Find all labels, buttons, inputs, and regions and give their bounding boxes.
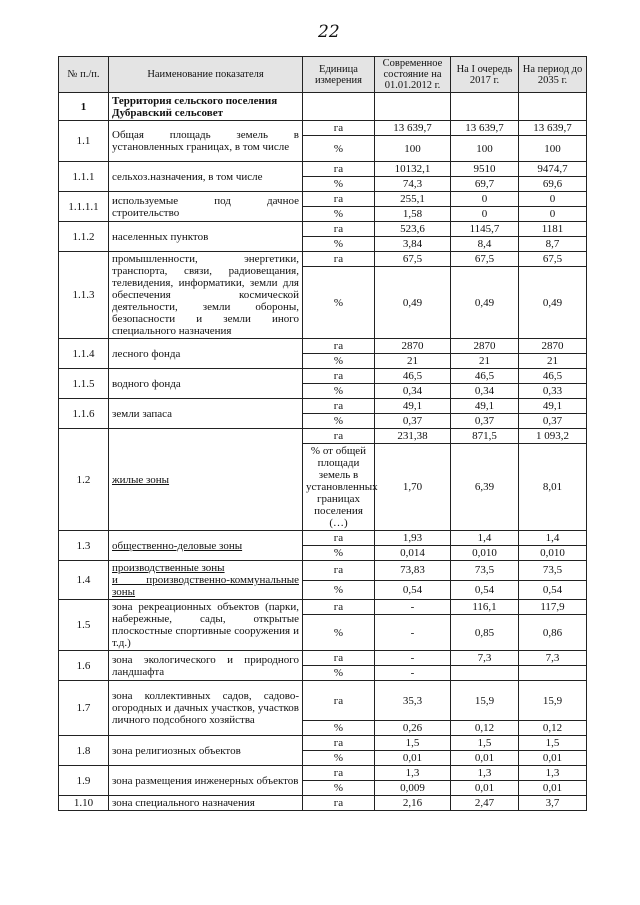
table-row <box>59 121 587 136</box>
row-name: населенных пунктов <box>109 222 303 252</box>
cell-current: 2870 <box>375 339 451 354</box>
row-name: зона экологического и природного ландшафта <box>109 651 303 681</box>
cell-stage1: 0 <box>451 192 519 207</box>
cell-stage1: 69,7 <box>451 177 519 192</box>
cell-current: 0,49 <box>375 267 451 339</box>
row-unit: % <box>303 781 375 796</box>
cell-stage1: 0 <box>451 207 519 222</box>
cell-stage1: 100 <box>451 136 519 162</box>
cell-current: 523,6 <box>375 222 451 237</box>
cell-stage1: 9510 <box>451 162 519 177</box>
row-unit: % <box>303 354 375 369</box>
cell-current: - <box>375 666 451 681</box>
cell-current: 0,37 <box>375 414 451 429</box>
cell-2035: 13 639,7 <box>519 121 587 136</box>
cell-2035: 46,5 <box>519 369 587 384</box>
cell-stage1: 0,010 <box>451 546 519 561</box>
row-num: 1.5 <box>59 600 109 651</box>
cell-stage1: 21 <box>451 354 519 369</box>
row-num: 1.1.1 <box>59 162 109 192</box>
cell-2035: 100 <box>519 136 587 162</box>
row-unit: га <box>303 651 375 666</box>
cell-2035: 0,12 <box>519 721 587 736</box>
cell-current: 100 <box>375 136 451 162</box>
cell-current: 3,84 <box>375 237 451 252</box>
row-unit: га <box>303 561 375 581</box>
cell-stage1: 1,3 <box>451 766 519 781</box>
table-row <box>59 651 587 666</box>
table-row <box>59 252 587 267</box>
table-row <box>59 369 587 384</box>
col-header-stage1: На I очередь 2017 г. <box>451 57 519 93</box>
cell-2035: 0,37 <box>519 414 587 429</box>
cell-stage1: 0,01 <box>451 781 519 796</box>
row-unit: га <box>303 681 375 721</box>
row-unit: % <box>303 666 375 681</box>
cell-stage1: 8,4 <box>451 237 519 252</box>
cell-stage1: 49,1 <box>451 399 519 414</box>
cell-2035: 21 <box>519 354 587 369</box>
cell-current: 231,38 <box>375 429 451 444</box>
row-name: зона специального назначения <box>109 796 303 811</box>
cell-2035: 1,3 <box>519 766 587 781</box>
cell-2035: 9474,7 <box>519 162 587 177</box>
row-name-line: производственные зоны <box>112 562 225 574</box>
cell-stage1: 0,37 <box>451 414 519 429</box>
row-unit: га <box>303 222 375 237</box>
cell-2035: 1,5 <box>519 736 587 751</box>
cell-stage1: 1,4 <box>451 531 519 546</box>
row-unit: % <box>303 721 375 736</box>
cell-stage1: 0,49 <box>451 267 519 339</box>
cell-current: 13 639,7 <box>375 121 451 136</box>
col-header-num: № п./п. <box>59 57 109 93</box>
row-unit: га <box>303 736 375 751</box>
cell-stage1: 116,1 <box>451 600 519 615</box>
cell-2035: 0 <box>519 207 587 222</box>
cell-2035: 0,01 <box>519 751 587 766</box>
cell-current: 73,83 <box>375 561 451 581</box>
cell-current: 1,3 <box>375 766 451 781</box>
cell-stage1 <box>451 666 519 681</box>
row-unit: % <box>303 580 375 600</box>
row-name: жилые зоны <box>109 429 303 531</box>
cell-stage1: 0,85 <box>451 615 519 651</box>
cell-2035: 0,010 <box>519 546 587 561</box>
cell-2035: 1181 <box>519 222 587 237</box>
row-unit: % от общей площади земель в установленных границах поселения (…) <box>303 444 375 531</box>
cell-2035: 0,86 <box>519 615 587 651</box>
row-unit: % <box>303 267 375 339</box>
table-row <box>59 796 587 811</box>
row-name: Общая площадь земель в установленных границах, в том числе <box>109 121 303 162</box>
cell-stage1: 13 639,7 <box>451 121 519 136</box>
cell-current: 21 <box>375 354 451 369</box>
row-unit: га <box>303 162 375 177</box>
row-name: сельхоз.назначения, в том числе <box>109 162 303 192</box>
cell-stage1: 46,5 <box>451 369 519 384</box>
row-num: 1.1.2 <box>59 222 109 252</box>
cell-stage1: 15,9 <box>451 681 519 721</box>
table-row <box>59 681 587 721</box>
cell-2035: 117,9 <box>519 600 587 615</box>
cell-current: 2,16 <box>375 796 451 811</box>
cell-current: - <box>375 600 451 615</box>
cell-2035: 8,01 <box>519 444 587 531</box>
cell-2035: 69,6 <box>519 177 587 192</box>
row-unit: га <box>303 531 375 546</box>
indicators-table <box>58 56 587 811</box>
row-num: 1.1.6 <box>59 399 109 429</box>
section-num: 1 <box>59 93 109 121</box>
table-row <box>59 561 587 581</box>
cell-stage1: 6,39 <box>451 444 519 531</box>
row-name: общественно-деловые зоны <box>109 531 303 561</box>
cell-current: 0,014 <box>375 546 451 561</box>
cell-current: 0,54 <box>375 580 451 600</box>
cell-current: 0,26 <box>375 721 451 736</box>
row-unit: % <box>303 177 375 192</box>
cell-current: 0,34 <box>375 384 451 399</box>
row-unit: га <box>303 399 375 414</box>
row-unit: га <box>303 339 375 354</box>
row-unit: % <box>303 546 375 561</box>
cell-current: 35,3 <box>375 681 451 721</box>
row-num: 1.1.1.1 <box>59 192 109 222</box>
cell-2035: 3,7 <box>519 796 587 811</box>
section-title: Территория сельского поселения Дубравский сельсовет <box>109 93 303 121</box>
row-name: используемые под дачное строительство <box>109 192 303 222</box>
row-name-line: и производственно-коммунальные зоны <box>112 574 299 598</box>
col-header-current: Современное состояние на 01.01.2012 г. <box>375 57 451 93</box>
row-num: 1.3 <box>59 531 109 561</box>
cell-current: 255,1 <box>375 192 451 207</box>
row-unit: % <box>303 615 375 651</box>
cell-2035: 73,5 <box>519 561 587 581</box>
row-unit: % <box>303 237 375 252</box>
row-num: 1.1.5 <box>59 369 109 399</box>
cell-current: 1,58 <box>375 207 451 222</box>
cell-current: 74,3 <box>375 177 451 192</box>
cell-2035: 67,5 <box>519 252 587 267</box>
page-number: 22 <box>318 22 340 42</box>
cell-stage1: 1145,7 <box>451 222 519 237</box>
row-num: 1.1.3 <box>59 252 109 339</box>
cell-2035: 7,3 <box>519 651 587 666</box>
row-unit: га <box>303 192 375 207</box>
row-unit: га <box>303 796 375 811</box>
cell-2035: 1 093,2 <box>519 429 587 444</box>
table-row <box>59 766 587 781</box>
row-num: 1.7 <box>59 681 109 736</box>
row-num: 1.8 <box>59 736 109 766</box>
table-row <box>59 531 587 546</box>
cell-2035: 8,7 <box>519 237 587 252</box>
cell-stage1: 0,01 <box>451 751 519 766</box>
row-unit: % <box>303 751 375 766</box>
row-num: 1.1.4 <box>59 339 109 369</box>
cell-current: 10132,1 <box>375 162 451 177</box>
cell-2035: 1,4 <box>519 531 587 546</box>
section-row <box>59 93 587 121</box>
cell-stage1: 0,12 <box>451 721 519 736</box>
table-row <box>59 429 587 444</box>
cell-stage1: 0,34 <box>451 384 519 399</box>
cell-current: - <box>375 651 451 666</box>
cell-current: 1,5 <box>375 736 451 751</box>
cell-current: 1,93 <box>375 531 451 546</box>
row-unit: % <box>303 384 375 399</box>
row-name: промышленности, энергетики, транспорта, связи, радиовещания, телевидения, информатики, земли для обеспечения космической деятельности, земли обороны, безопасности и земли иного специального назначения <box>109 252 303 339</box>
cell-stage1: 73,5 <box>451 561 519 581</box>
cell-2035: 0,33 <box>519 384 587 399</box>
cell-stage1: 67,5 <box>451 252 519 267</box>
table-row <box>59 162 587 177</box>
row-num: 1.10 <box>59 796 109 811</box>
cell-current: - <box>375 615 451 651</box>
cell-current: 0,01 <box>375 751 451 766</box>
table-row <box>59 339 587 354</box>
row-unit: га <box>303 252 375 267</box>
cell-stage1: 2870 <box>451 339 519 354</box>
row-unit: га <box>303 429 375 444</box>
row-num: 1.6 <box>59 651 109 681</box>
row-num: 1.9 <box>59 766 109 796</box>
row-name: водного фонда <box>109 369 303 399</box>
row-unit: % <box>303 207 375 222</box>
cell-stage1: 1,5 <box>451 736 519 751</box>
row-name <box>109 561 303 600</box>
row-name: зона рекреационных объектов (парки, набережные, сады, открытые плоскостные спортивные сооружения и т.д.) <box>109 600 303 651</box>
col-header-2035: На период до 2035 г. <box>519 57 587 93</box>
cell-2035: 2870 <box>519 339 587 354</box>
table-header-row <box>59 57 587 93</box>
cell-2035: 15,9 <box>519 681 587 721</box>
cell-stage1: 7,3 <box>451 651 519 666</box>
cell-stage1: 2,47 <box>451 796 519 811</box>
col-header-unit: Единица измерения <box>303 57 375 93</box>
row-unit: га <box>303 600 375 615</box>
cell-current: 0,009 <box>375 781 451 796</box>
cell-2035: 0,49 <box>519 267 587 339</box>
row-name: земли запаса <box>109 399 303 429</box>
col-header-name: Наименование показателя <box>109 57 303 93</box>
cell-2035 <box>519 666 587 681</box>
row-unit: % <box>303 414 375 429</box>
row-name: лесного фонда <box>109 339 303 369</box>
cell-2035: 0 <box>519 192 587 207</box>
table-row <box>59 399 587 414</box>
cell-2035: 49,1 <box>519 399 587 414</box>
row-name: зона размещения инженерных объектов <box>109 766 303 796</box>
table-row <box>59 222 587 237</box>
row-num: 1.1 <box>59 121 109 162</box>
row-name: зона религиозных объектов <box>109 736 303 766</box>
table-row <box>59 600 587 615</box>
cell-2035: 0,01 <box>519 781 587 796</box>
row-num: 1.2 <box>59 429 109 531</box>
cell-stage1: 871,5 <box>451 429 519 444</box>
row-unit: га <box>303 121 375 136</box>
row-unit: га <box>303 766 375 781</box>
row-num: 1.4 <box>59 561 109 600</box>
cell-current: 67,5 <box>375 252 451 267</box>
cell-current: 49,1 <box>375 399 451 414</box>
row-unit: га <box>303 369 375 384</box>
cell-stage1: 0,54 <box>451 580 519 600</box>
table-row <box>59 192 587 207</box>
cell-current: 1,70 <box>375 444 451 531</box>
cell-2035: 0,54 <box>519 580 587 600</box>
table-row <box>59 736 587 751</box>
cell-current: 46,5 <box>375 369 451 384</box>
row-unit: % <box>303 136 375 162</box>
row-name: зона коллективных садов, садово-огородных и дачных участков, участков личного подсобного хозяйства <box>109 681 303 736</box>
